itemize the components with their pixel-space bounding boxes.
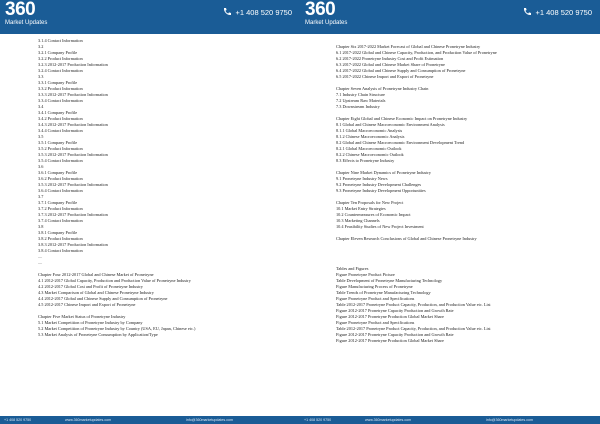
toc-line: 3.7 (38, 194, 44, 199)
footer-website[interactable]: www.360marketupdates.com (365, 418, 412, 422)
toc-line: 3.4.2 Product Information (38, 116, 83, 121)
brand-logo (5, 2, 57, 32)
header-phone-number: +1 408 520 9750 (235, 7, 292, 17)
toc-line: Chapter Four 2012-2017 Global and Chinese Market of Pronetryne (38, 272, 154, 277)
toc-line: 9.2 Pronetryne Industry Development Challenges (336, 182, 422, 187)
toc-line: Chapter Ten Proposals for New Project (336, 200, 404, 205)
toc-line: 3.4.3 2012-2017 Production Information (38, 122, 108, 127)
phone-icon (522, 7, 532, 17)
toc-line: 3.3.3 2012-2017 Production Information (38, 92, 108, 97)
toc-line: 6.5 2017-2022 Chinese Import and Export of Pronetryne (336, 74, 434, 79)
toc-line: Figure Pronetryne Product and Specifications (336, 320, 415, 325)
toc-line: 8.2.1 Global Macroeconomic Outlook (336, 146, 402, 151)
toc-line: 7.3 Downstream Industry (336, 104, 380, 109)
toc-right (336, 44, 594, 344)
toc-line: Figure 2012-2017 Pronetryne Capacity Production and Growth Rate (336, 308, 454, 313)
toc-line: 3.3.1 Company Profile (38, 80, 78, 85)
toc-line: Chapter Seven Analysis of Pronetryne Industry Chain (336, 86, 429, 91)
toc-line: Table Trends of Pronetryne Manufacturing Technology (336, 290, 431, 295)
toc-line: Table 2012-2017 Pronetryne Product Capacity, Production, and Production Value etc. List (336, 302, 491, 307)
toc-line: 3.2 (38, 44, 44, 49)
toc-line: 8.1.1 Global Macroeconomic Analysis (336, 128, 403, 133)
toc-line: Figure Pronetryne Product and Specifications (336, 296, 415, 301)
toc-line: 3.5.1 Company Profile (38, 140, 78, 145)
toc-line: 3.7.2 Product Information (38, 206, 83, 211)
toc-line: 3.4.1 Company Profile (38, 110, 78, 115)
toc-line: Tables and Figures (336, 266, 369, 271)
toc-line: Chapter Nine Market Dynamics of Pronetryne Industry (336, 170, 431, 175)
toc-line: 5.1 Market Competition of Pronetryne Industry by Company (38, 320, 143, 325)
header-phone-number: +1 408 520 9750 (535, 7, 592, 17)
page-footer (300, 416, 600, 424)
toc-line: 3.1.4 Contact Information (38, 38, 83, 43)
toc-line: 6.3 2017-2022 Global and Chinese Market Share of Pronetryne (336, 62, 445, 67)
toc-line: .... (38, 260, 43, 265)
toc-line: 10.2 Countermeasures of Economic Impact (336, 212, 411, 217)
header-phone (522, 7, 592, 17)
toc-line: 3.5.3 2012-2017 Production Information (38, 152, 108, 157)
toc-line: 3.2.1 Company Profile (38, 50, 78, 55)
toc-line: Figure Manufacturing Process of Pronetryne (336, 284, 413, 289)
logo-subtitle: Market Updates (305, 20, 348, 26)
page-footer (0, 416, 300, 424)
toc-line: 4.2 2012-2017 Global Cost and Profit of Pronetryne Industry (38, 284, 143, 289)
page-header (0, 0, 300, 34)
toc-line: 3.8 (38, 224, 44, 229)
toc-line: 4.3 Market Comparison of Global and Chinese Pronetryne Industry (38, 290, 154, 295)
toc-line: Chapter Eleven Research Conclusions of Global and Chinese Pronetryne Industry (336, 236, 477, 241)
right-page (300, 0, 600, 424)
footer-email[interactable]: info@360marketupdates.com (186, 418, 233, 422)
toc-line: 4.1 2012-2017 Global Capacity, Production and Production Value of Pronetryne Industry (38, 278, 191, 283)
toc-line: 3.8.4 Contact Information (38, 248, 83, 253)
toc-line: 5.3 Market Analysis of Pronetryne Consumption by Application/Type (38, 332, 158, 337)
logo-subtitle: Market Updates (5, 20, 48, 26)
toc-line: 6.2 2017-2022 Pronetryne Industry Cost and Profit Estimation (336, 56, 444, 61)
toc-line: 7.1 Industry Chain Structure (336, 92, 385, 97)
toc-line: 3.3.4 Contact Information (38, 98, 83, 103)
toc-line: 8.1.2 Chinese Macroeconomic Analysis (336, 134, 405, 139)
toc-line: 9.3 Pronetryne Industry Development Opportunities (336, 188, 426, 193)
toc-line: 3.6.1 Company Profile (38, 170, 78, 175)
toc-line: Chapter Five Market Status of Pronetryne Industry (38, 314, 126, 319)
toc-line: 3.8.2 Product Information (38, 236, 83, 241)
toc-line: 3.7.1 Company Profile (38, 200, 78, 205)
toc-line: 3.3 (38, 74, 44, 79)
footer-phone: +1 408 520 9750 (304, 418, 332, 422)
toc-line: 4.5 2012-2017 Chinese Import and Export of Pronetryne (38, 302, 136, 307)
toc-line: Figure 2012-2017 Pronetryne Capacity Production and Growth Rate (336, 332, 454, 337)
toc-line: 7.2 Upstream Raw Materials (336, 98, 386, 103)
toc-line: 6.4 2017-2022 Global and Chinese Supply and Consumption of Pronetryne (336, 68, 466, 73)
toc-line: 8.1 Global and Chinese Macroeconomic Environment Analysis (336, 122, 445, 127)
footer-email[interactable]: info@360marketupdates.com (486, 418, 533, 422)
toc-line: Table 2012-2017 Pronetryne Product Capacity, Production, and Production Value etc. List (336, 326, 491, 331)
toc-line: 10.3 Marketing Channels (336, 218, 380, 223)
toc-line: Chapter Eight Global and Chinese Economic Impact on Pronetryne Industry (336, 116, 468, 121)
toc-line: Table Development of Pronetryne Manufacturing Technology (336, 278, 443, 283)
toc-line: 10.4 Feasibility Studies of New Project Investment (336, 224, 424, 229)
toc-line: 3.7.3 2012-2017 Production Information (38, 212, 108, 217)
brand-logo (305, 2, 357, 32)
toc-line: 3.4 (38, 104, 44, 109)
toc-line: 3.6.4 Contact Information (38, 188, 83, 193)
toc-line: 3.5.2 Product Information (38, 146, 83, 151)
toc-line: 3.5 (38, 134, 44, 139)
toc-line: 8.2 Global and Chinese Macroeconomic Environment Development Trend (336, 140, 465, 145)
toc-line: 8.3 Effects to Pronetryne Industry (336, 158, 395, 163)
toc-line: 3.8.1 Company Profile (38, 230, 78, 235)
phone-icon (222, 7, 232, 17)
toc-line: 3.6 (38, 164, 44, 169)
toc-line: 9.1 Pronetryne Industry News (336, 176, 388, 181)
toc-line: 3.4.4 Contact Information (38, 128, 83, 133)
toc-line: 3.8.3 2012-2017 Production Information (38, 242, 108, 247)
toc-line: Figure 2012-2017 Pronetryne Production Global Market Share (336, 314, 444, 319)
footer-phone: +1 408 520 9750 (4, 418, 32, 422)
toc-line: 3.2.3 2012-2017 Production Information (38, 62, 108, 67)
toc-line: 5.2 Market Competition of Pronetryne Industry by Country (USA, EU, Japan, Chinese etc.) (38, 326, 196, 331)
toc-line: 3.6.2 Product Information (38, 176, 83, 181)
page-header (300, 0, 600, 34)
logo-number: 360 (5, 0, 36, 20)
toc-left (38, 38, 296, 338)
toc-line: 3.5.3 2012-2017 Production Information (38, 182, 108, 187)
toc-line: 4.4 2012-2017 Global and Chinese Supply and Consumption of Pronetryne (38, 296, 168, 301)
toc-line: 3.5.4 Contact Information (38, 158, 83, 163)
toc-line: 6.1 2017-2022 Global and Chinese Capacity, Production, and Production Value of Pronetryne (336, 50, 497, 55)
toc-line: 3.2.4 Contact Information (38, 68, 83, 73)
toc-line: 3.2.2 Product Information (38, 56, 83, 61)
toc-line: Figure 2012-2017 Pronetryne Production Global Market Share (336, 338, 444, 343)
toc-line: Figure Pronetryne Product Picture (336, 272, 395, 277)
footer-website[interactable]: www.360marketupdates.com (65, 418, 112, 422)
toc-line: 3.7.4 Contact Information (38, 218, 83, 223)
toc-line: .... (38, 254, 43, 259)
toc-line: 3.3.2 Product Information (38, 86, 83, 91)
toc-line: Chapter Six 2017-2022 Market Forecast of Global and Chinese Pronetryne Industry (336, 44, 481, 49)
toc-line: 10.1 Market Entry Strategies (336, 206, 386, 211)
header-phone (222, 7, 292, 17)
logo-number: 360 (305, 0, 336, 20)
toc-line: 8.2.2 Chinese Macroeconomic Outlook (336, 152, 404, 157)
